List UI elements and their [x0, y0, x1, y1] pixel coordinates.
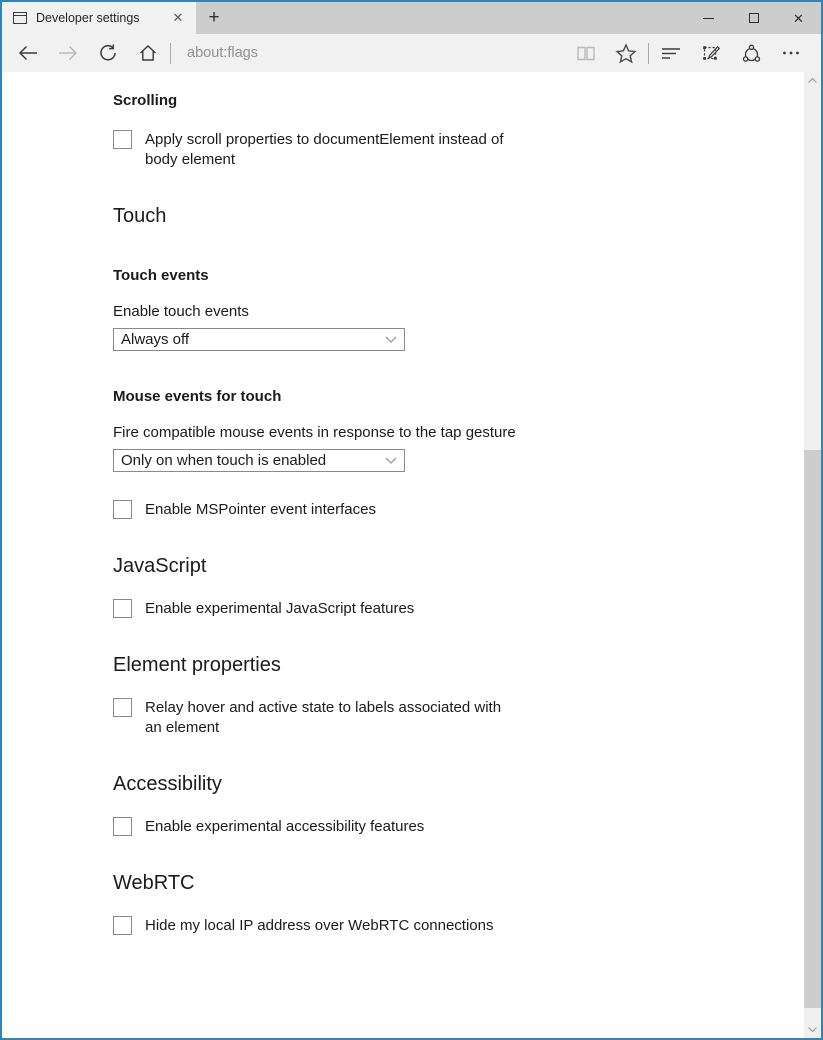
scroll-up-button[interactable]	[804, 72, 821, 89]
subsection-heading: Touch events	[113, 267, 209, 284]
subsection-heading: Scrolling	[113, 92, 178, 109]
minimize-icon	[703, 18, 714, 19]
minimize-button[interactable]	[686, 2, 731, 34]
section-heading: WebRTC	[113, 872, 195, 894]
back-button[interactable]	[8, 36, 48, 70]
checkbox-row[interactable]	[113, 916, 781, 936]
section-heading: Touch	[113, 205, 167, 227]
share-button[interactable]	[731, 36, 771, 70]
forward-arrow-icon	[57, 43, 79, 63]
home-icon	[138, 43, 158, 63]
checkbox-label: Enable experimental JavaScript features	[145, 600, 415, 617]
checkbox-row[interactable]	[113, 698, 781, 738]
chevron-down-icon	[385, 457, 397, 464]
checkbox-row[interactable]	[113, 817, 781, 837]
chevron-down-icon	[808, 1027, 817, 1032]
subsection-heading: Mouse events for touch	[113, 388, 282, 405]
tab-close-icon[interactable]: ✕	[172, 10, 184, 25]
url-text[interactable]: about:flags	[187, 45, 258, 61]
toolbar-divider	[648, 43, 649, 64]
reading-view-book-icon	[575, 43, 597, 63]
checkbox-label: Enable experimental accessibility features	[145, 818, 425, 835]
section-heading: Accessibility	[113, 773, 222, 795]
close-button[interactable]	[776, 2, 821, 34]
address-bar-divider	[170, 43, 171, 64]
checkbox[interactable]	[113, 916, 132, 935]
checkbox-row[interactable]	[113, 599, 781, 619]
page-content	[2, 72, 821, 1038]
checkbox[interactable]	[113, 817, 132, 836]
checkbox-row[interactable]	[113, 500, 781, 520]
titlebar-drag-area	[232, 2, 686, 34]
web-note-pencil-icon	[701, 43, 722, 63]
page-favicon-icon	[13, 12, 27, 24]
checkbox-label: Hide my local IP address over WebRTC connections	[145, 917, 494, 934]
dropdown-select[interactable]	[113, 328, 405, 351]
checkbox-label: Apply scroll properties to documentElement instead of body element	[145, 131, 504, 168]
more-button[interactable]	[771, 36, 811, 70]
checkbox-label: Relay hover and active state to labels associated with an element	[145, 699, 502, 736]
checkbox[interactable]	[113, 698, 132, 717]
ellipsis-icon	[781, 43, 801, 63]
about-flags-page	[2, 72, 821, 936]
dropdown-select[interactable]	[113, 449, 405, 472]
field-label: Fire compatible mouse events in response to the tap gesture	[113, 424, 516, 441]
share-icon	[741, 43, 762, 64]
reading-view-button[interactable]	[566, 36, 606, 70]
checkbox-row[interactable]	[113, 130, 781, 170]
close-icon: ✕	[793, 10, 804, 26]
hub-lines-icon	[660, 43, 682, 63]
section-heading: Element properties	[113, 654, 281, 676]
maximize-icon	[749, 13, 759, 23]
web-note-button[interactable]	[691, 36, 731, 70]
maximize-button[interactable]	[731, 2, 776, 34]
forward-button[interactable]	[48, 36, 88, 70]
star-icon	[615, 43, 637, 64]
home-button[interactable]	[128, 36, 168, 70]
section-heading: JavaScript	[113, 555, 207, 577]
hub-button[interactable]	[651, 36, 691, 70]
tab-bar	[2, 2, 821, 34]
chevron-up-icon	[808, 78, 817, 83]
checkbox[interactable]	[113, 500, 132, 519]
scroll-down-button[interactable]	[804, 1021, 821, 1038]
favorites-button[interactable]	[606, 36, 646, 70]
address-bar[interactable]	[168, 36, 566, 70]
checkbox-label: Enable MSPointer event interfaces	[145, 501, 376, 518]
checkbox[interactable]	[113, 130, 132, 149]
dropdown-selected-value: Only on when touch is enabled	[121, 452, 327, 469]
field-label: Enable touch events	[113, 303, 249, 320]
back-arrow-icon	[17, 43, 39, 63]
new-tab-button[interactable]: +	[208, 7, 220, 28]
navigation-toolbar	[2, 34, 821, 72]
chevron-down-icon	[385, 336, 397, 343]
checkbox[interactable]	[113, 599, 132, 618]
dropdown-selected-value: Always off	[121, 331, 190, 348]
vertical-scrollbar[interactable]	[804, 72, 821, 1038]
refresh-button[interactable]	[88, 36, 128, 70]
scrollbar-thumb[interactable]	[804, 450, 821, 1008]
tab-title: Developer settings	[36, 11, 140, 25]
tab-developer-settings[interactable]	[2, 2, 196, 34]
refresh-icon	[98, 43, 118, 63]
